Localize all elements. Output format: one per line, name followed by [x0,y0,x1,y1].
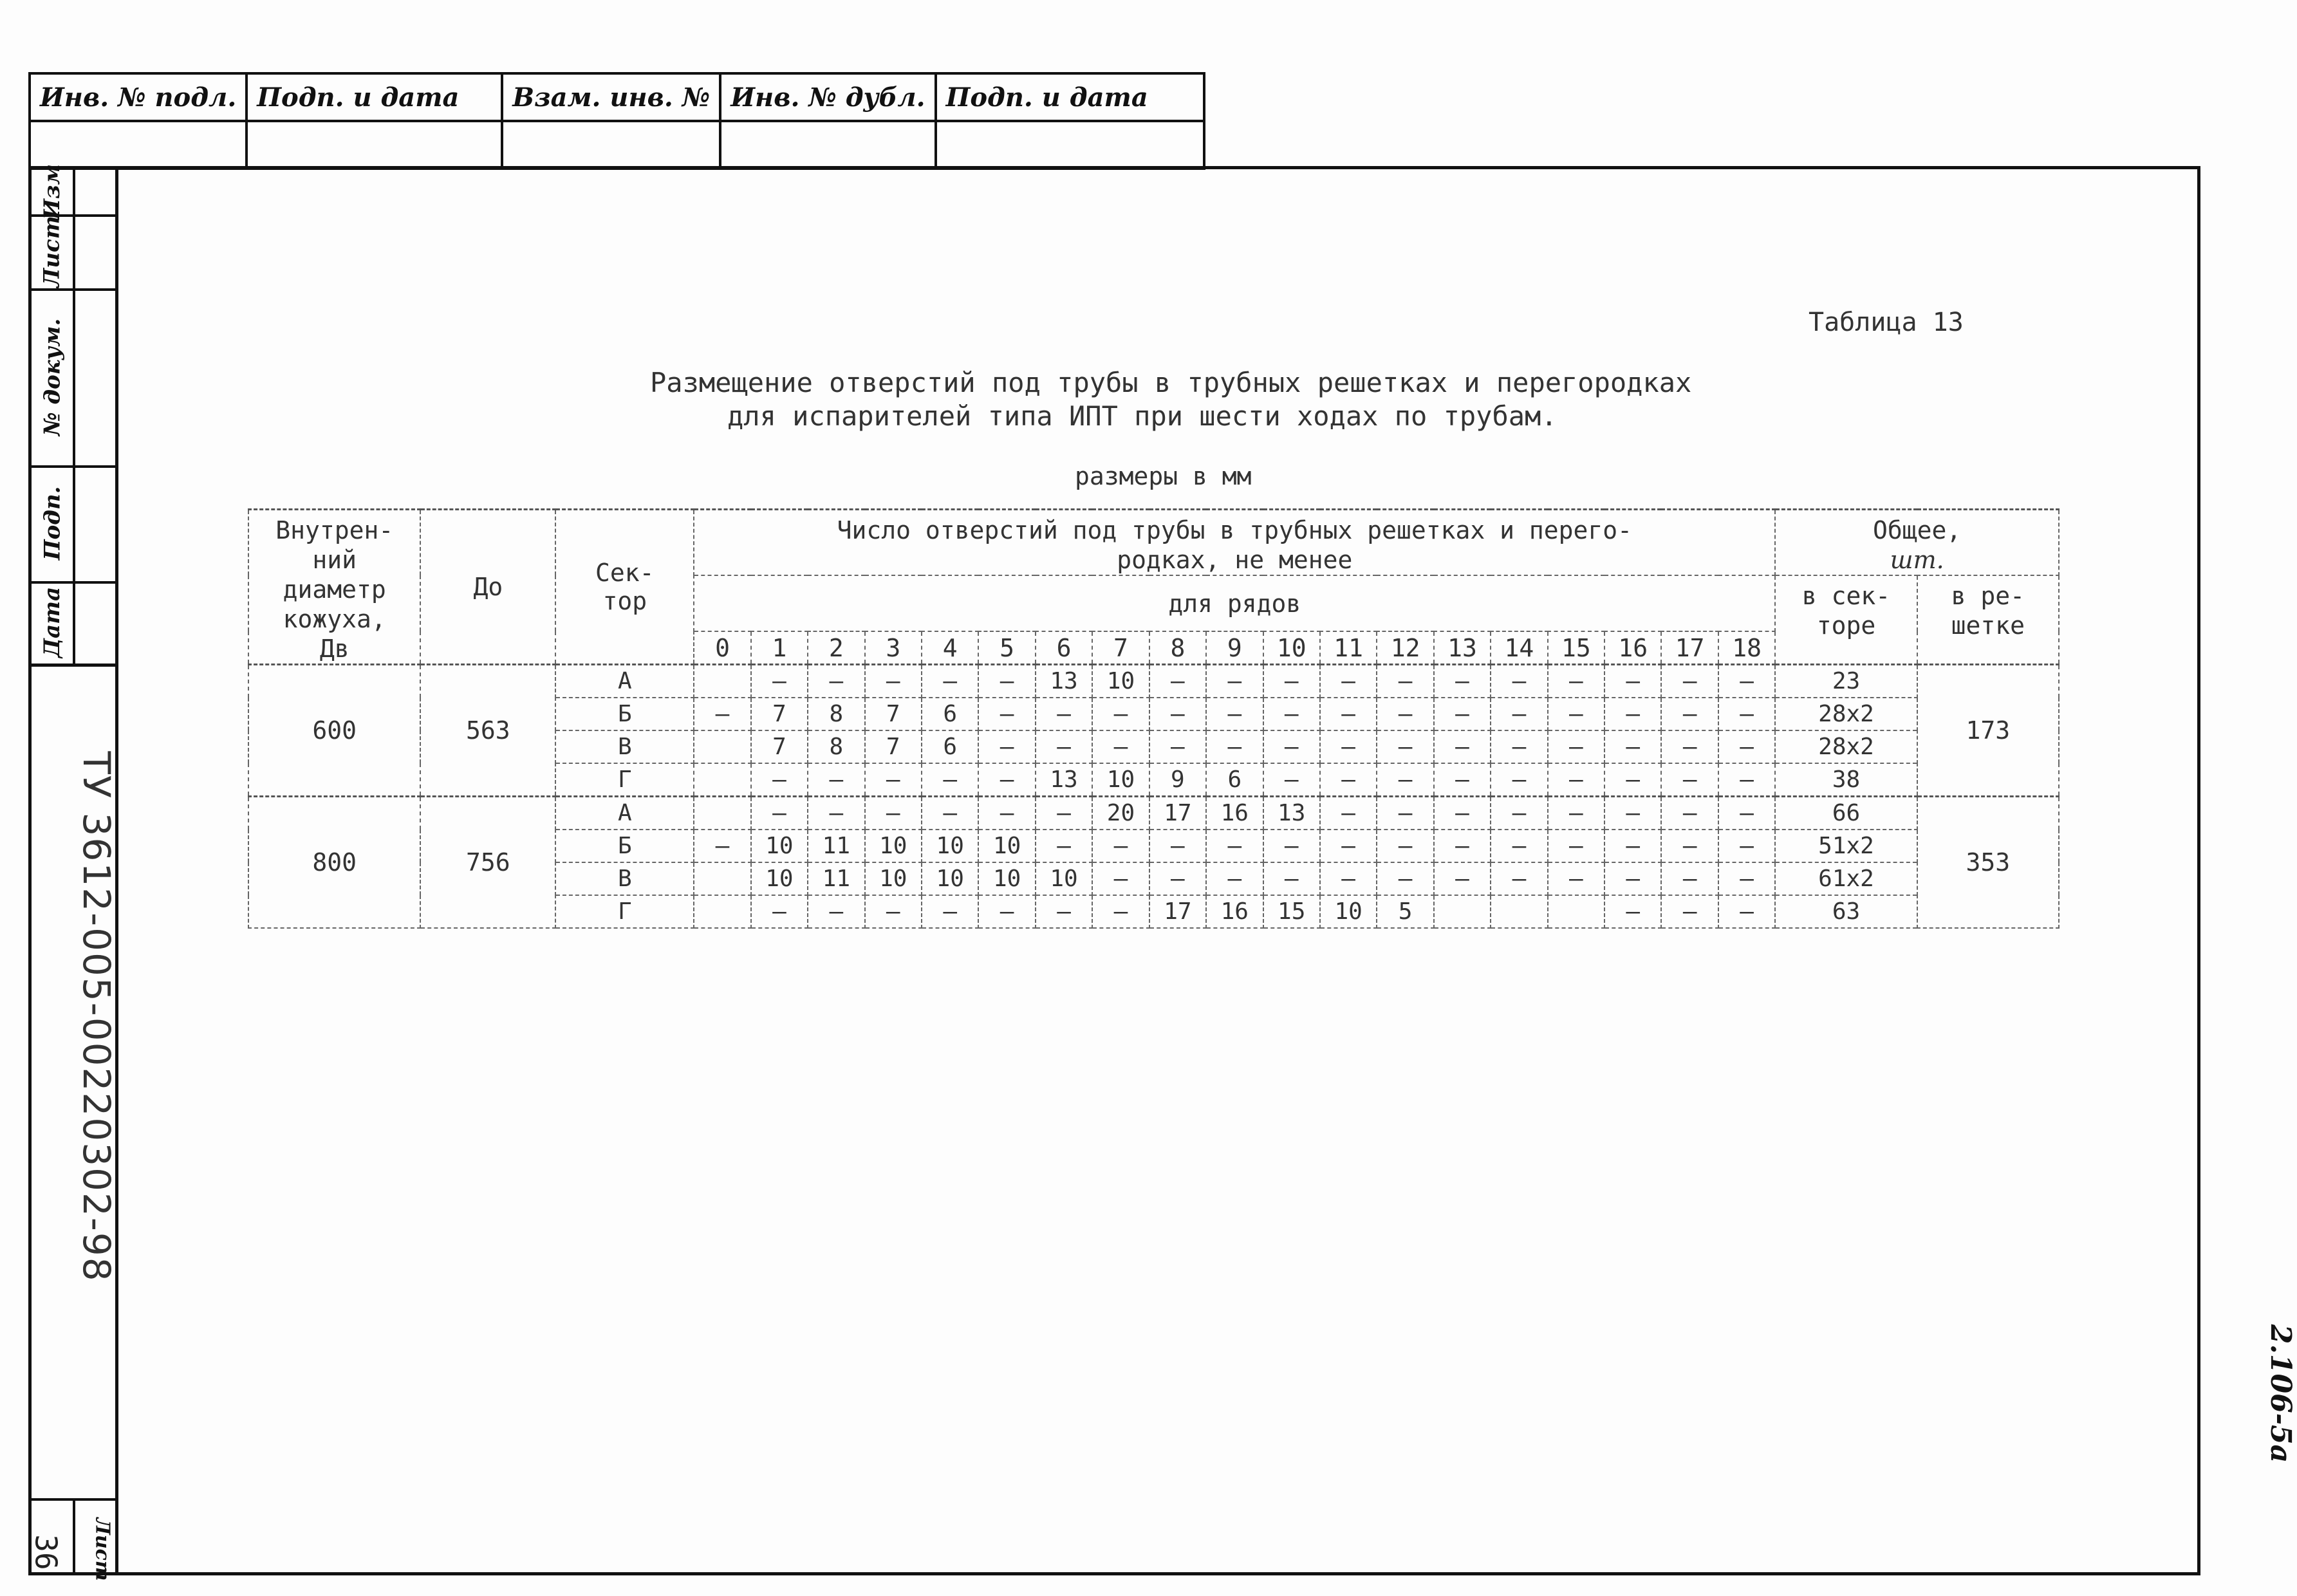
header-inner-diameter [248,510,420,665]
table-header-row [248,510,2059,576]
cell-count: 17 [1149,895,1206,928]
stamp-data-cell [32,581,73,663]
header-row-number: 14 [1491,631,1547,665]
cell-count [694,730,750,763]
cell-count: – [1263,763,1320,797]
cell-count: 8 [808,730,864,763]
cell-count: 15 [1263,895,1320,928]
cell-count: 10 [978,862,1035,895]
cell-count: – [1149,665,1206,698]
cell-count: – [1718,665,1775,698]
header-row-number: 18 [1718,631,1775,665]
cell-count: 5 [1377,895,1433,928]
cell-count: 20 [1092,797,1149,830]
cell-count [1491,895,1547,928]
cell-count: – [978,698,1035,730]
cell-count: – [1661,797,1718,830]
cell-count: – [1661,830,1718,862]
cell-count: – [1548,698,1604,730]
cell-count: – [922,763,978,797]
cell-count: – [1036,730,1092,763]
cell-count: – [1434,763,1491,797]
stamp-list-cell [32,214,73,288]
cell-count [694,895,750,928]
cell-count: 10 [1036,862,1092,895]
stamp-ndokum: № докум. [39,318,65,436]
header-inner-diameter-line: Внутрен- [275,516,394,544]
cell-count: – [1036,698,1092,730]
cell-count: – [1604,763,1661,797]
cell-count: – [1434,830,1491,862]
cell-count: – [751,763,808,797]
cell-count: – [1434,730,1491,763]
header-row-number: 13 [1434,631,1491,665]
cell-count: – [751,797,808,830]
cell-count: – [865,763,922,797]
cell-sector: Г [555,763,694,797]
cell-count: – [1718,730,1775,763]
cell-count: – [922,797,978,830]
header-inner-diameter-line: диаметр [283,575,386,604]
cell-count: 7 [751,730,808,763]
cell-count: – [1604,730,1661,763]
header-sector-line: тор [602,587,647,615]
cell-count: – [1661,763,1718,797]
cell-count: – [1604,665,1661,698]
header-hole-count-line: родках, не менее [1117,546,1353,574]
stamp-podp: Подп. [39,486,65,561]
stamp-list: Лист [39,215,65,288]
document-code: ТУ 3612-005-00220302-98 [75,751,118,1283]
table-title-line2: для испарителей типа ИПТ при шести ходах по трубам. [727,400,1558,432]
stamp-empty-cell [502,121,720,169]
header-in-sector-line: торе [1816,611,1876,640]
cell-sector: А [555,797,694,830]
cell-count: – [1320,862,1377,895]
cell-count: – [1434,862,1491,895]
cell-count: 10 [751,830,808,862]
table-title-line1: Размещение отверстий под трубы в трубных решетках и перегородках [650,367,1692,398]
cell-count: – [1661,895,1718,928]
cell-count: – [1434,665,1491,698]
cell-count: – [1092,730,1149,763]
header-row-number: 6 [1036,631,1092,665]
stamp-podp-data: Подп. и дата [246,73,502,121]
stamp-podp-data-2: Подп. и дата [936,73,1204,121]
header-row-number: 4 [922,631,978,665]
cell-count: 10 [922,862,978,895]
data-table [248,508,2060,929]
header-row-number: 17 [1661,631,1718,665]
cell-count [694,665,750,698]
stamp-vzam-inv: Взам. инв. № [502,73,720,121]
header-inner-diameter-line: ний [312,546,357,574]
header-row-number: 11 [1320,631,1377,665]
cell-count: – [751,665,808,698]
stamp-data: Дата [39,586,65,658]
header-row-number: 16 [1604,631,1661,665]
cell-count: – [1092,862,1149,895]
cell-count: – [1604,830,1661,862]
cell-sector-total: 63 [1775,895,1917,928]
cell-count: – [1604,895,1661,928]
sheet-label: Лист [91,1517,114,1581]
header-row-number: 0 [694,631,750,665]
cell-count: – [1548,830,1604,862]
header-hole-count [694,510,1775,576]
cell-count: – [1718,862,1775,895]
header-inner-diameter-line: кожуха, [283,605,386,633]
cell-count: – [1092,698,1149,730]
header-sector [555,510,694,665]
stamp-inv-dubl: Инв. № дубл. [720,73,935,121]
stamp-izm: Изм [39,163,65,220]
cell-count: – [808,763,864,797]
cell-dv: 600 [248,665,420,797]
cell-count: – [694,830,750,862]
stamp-inv-podl: Инв. № подл. [30,73,246,121]
header-total [1775,510,2059,576]
cell-count [694,862,750,895]
header-in-sector-line: в сек- [1801,582,1891,610]
header-row-number: 15 [1548,631,1604,665]
cell-count: 7 [865,730,922,763]
cell-count: 6 [922,698,978,730]
cell-count: – [1548,862,1604,895]
cell-count: – [1718,797,1775,830]
cell-count: – [1604,797,1661,830]
cell-count: – [808,665,864,698]
cell-count: – [1491,797,1547,830]
stamp-empty-cell [246,121,502,169]
header-row-number: 9 [1206,631,1263,665]
cell-count: 6 [1206,763,1263,797]
cell-count: – [978,730,1035,763]
cell-count: – [1206,830,1263,862]
cell-count [694,797,750,830]
cell-count: – [1092,895,1149,928]
cell-count: – [1377,862,1433,895]
cell-count: 10 [865,862,922,895]
cell-count: – [1491,830,1547,862]
cell-count: – [1149,698,1206,730]
header-in-grid-line: шетке [1951,611,2025,640]
cell-count: – [1377,797,1433,830]
stamp-ndokum-cell [32,288,73,465]
cell-count: 10 [865,830,922,862]
stamp-podp-cell [32,465,73,581]
cell-count: – [694,698,750,730]
header-row-number: 1 [751,631,808,665]
cell-count: – [1320,730,1377,763]
cell-count: – [1263,830,1320,862]
cell-count: – [1263,698,1320,730]
cell-count: 10 [751,862,808,895]
table-row [248,797,2059,830]
header-in-sector [1775,575,1917,665]
table-row [248,665,2059,698]
cell-count: – [1206,730,1263,763]
cell-count: – [922,895,978,928]
cell-count: – [1718,763,1775,797]
cell-count: – [1491,698,1547,730]
cell-count: 10 [922,830,978,862]
cell-count: 10 [1092,763,1149,797]
side-code: 2.106-5а [2264,1324,2297,1463]
cell-count: 16 [1206,797,1263,830]
cell-count: 7 [865,698,922,730]
cell-count: – [1661,862,1718,895]
cell-count: 10 [978,830,1035,862]
cell-sector: В [555,862,694,895]
cell-count: – [1206,698,1263,730]
cell-count: – [922,665,978,698]
header-row-number: 3 [865,631,922,665]
cell-count: – [1320,830,1377,862]
cell-count: 10 [1092,665,1149,698]
cell-count: – [1320,665,1377,698]
cell-count: – [1604,862,1661,895]
cell-count: – [865,895,922,928]
cell-count: 13 [1036,665,1092,698]
cell-count: – [1661,665,1718,698]
cell-count: – [1377,698,1433,730]
cell-count: 13 [1036,763,1092,797]
cell-sector-total: 61x2 [1775,862,1917,895]
cell-count: – [1263,862,1320,895]
stamp-empty-cell [30,121,246,169]
cell-count: – [1661,698,1718,730]
cell-sector-total: 51x2 [1775,830,1917,862]
top-stamp [28,72,1205,170]
cell-count: – [1491,730,1547,763]
header-hole-count-line: Число отверстий под трубы в трубных решетках и перего- [837,516,1633,544]
cell-sector-total: 23 [1775,665,1917,698]
stamp-divider [73,169,75,665]
header-in-grid-line: в ре- [1951,582,2025,610]
cell-sector-total: 28x2 [1775,730,1917,763]
header-inner-diameter-line: Дв [319,635,349,663]
cell-count: – [1377,830,1433,862]
cell-count [1548,895,1604,928]
cell-count: – [1206,862,1263,895]
cell-count: – [865,665,922,698]
cell-sector-total: 66 [1775,797,1917,830]
cell-count: – [1092,830,1149,862]
cell-count: 7 [751,698,808,730]
cell-count: – [1434,797,1491,830]
header-row-number: 2 [808,631,864,665]
cell-count: – [1491,763,1547,797]
cell-count: – [978,797,1035,830]
cell-count: – [1548,763,1604,797]
stamp-izm-cell [32,163,73,220]
header-total-unit: шт. [1890,546,1944,574]
cell-count: – [1718,895,1775,928]
cell-count: – [978,763,1035,797]
stamp-empty-cell [936,121,1204,169]
header-sector-line: Сек- [595,559,655,587]
cell-grid-total: 173 [1917,665,2059,797]
cell-sector: А [555,665,694,698]
cell-count: – [865,797,922,830]
cell-do: 756 [420,797,555,929]
cell-count: – [978,895,1035,928]
stamp-divider [73,1498,75,1575]
cell-count [694,763,750,797]
cell-count: – [1548,730,1604,763]
table-label: Таблица 13 [1809,308,1964,337]
cell-do: 563 [420,665,555,797]
header-in-grid [1917,575,2059,665]
cell-count: – [751,895,808,928]
cell-count: 9 [1149,763,1206,797]
sheet-number: 36 [28,1534,64,1570]
cell-count: 13 [1263,797,1320,830]
cell-count: – [1036,895,1092,928]
cell-sector-total: 38 [1775,763,1917,797]
cell-count: – [1718,698,1775,730]
cell-count: 6 [922,730,978,763]
header-total-label: Общее, [1873,516,1962,544]
cell-count: – [808,895,864,928]
cell-count: – [1548,665,1604,698]
cell-count: – [1149,830,1206,862]
cell-count: 17 [1149,797,1206,830]
cell-sector-total: 28x2 [1775,698,1917,730]
header-row-number: 7 [1092,631,1149,665]
cell-count: – [1320,698,1377,730]
header-row-number: 10 [1263,631,1320,665]
units-note: размеры в мм [1075,462,1252,490]
cell-count: – [1320,763,1377,797]
cell-count: – [1206,665,1263,698]
header-for-rows: для рядов [694,575,1775,631]
cell-dv: 800 [248,797,420,929]
cell-count: – [1491,862,1547,895]
stamp-divider [32,1498,115,1501]
cell-count: – [1320,797,1377,830]
cell-count: 16 [1206,895,1263,928]
cell-sector: Б [555,698,694,730]
stamp-divider [32,663,115,667]
header-row-number: 12 [1377,631,1433,665]
cell-count [1434,895,1491,928]
header-row-number: 5 [978,631,1035,665]
cell-count: – [1548,797,1604,830]
cell-count: 11 [808,830,864,862]
cell-count: – [1263,730,1320,763]
cell-sector: Б [555,830,694,862]
cell-sector: В [555,730,694,763]
header-row-number: 8 [1149,631,1206,665]
cell-count: – [1263,665,1320,698]
cell-count: – [1036,830,1092,862]
header-do: До [420,510,555,665]
cell-count: – [1661,730,1718,763]
cell-count: 11 [808,862,864,895]
cell-sector: Г [555,895,694,928]
cell-count: – [1377,763,1433,797]
stamp-empty-cell [720,121,935,169]
cell-count: – [1149,862,1206,895]
cell-count: – [1149,730,1206,763]
cell-grid-total: 353 [1917,797,2059,929]
cell-count: – [1377,730,1433,763]
cell-count: – [808,797,864,830]
cell-count: 10 [1320,895,1377,928]
cell-count: – [1491,665,1547,698]
cell-count: – [1718,830,1775,862]
cell-count: – [978,665,1035,698]
cell-count: – [1036,797,1092,830]
cell-count: – [1604,698,1661,730]
cell-count: – [1434,698,1491,730]
cell-count: 8 [808,698,864,730]
cell-count: – [1377,665,1433,698]
